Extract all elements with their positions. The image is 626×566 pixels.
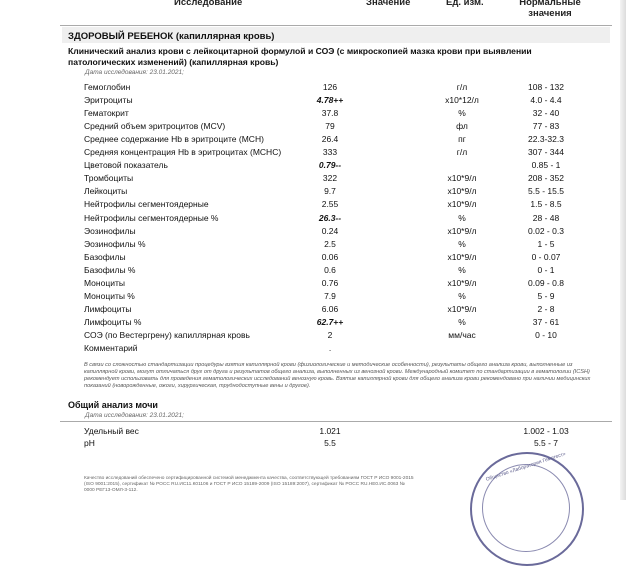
cell-ref: 5.5 - 7: [533, 438, 559, 448]
cell-value: 37.8: [321, 108, 339, 119]
cell-value: 2.55: [321, 199, 339, 210]
cell-name: Средняя концентрация Hb в эритроцитах (MCHC): [84, 147, 282, 158]
cell-name: Гемоглобин: [84, 82, 131, 92]
table-row: [0, 329, 626, 341]
cell-unit: x10*9/л: [447, 225, 477, 236]
header-divider: [60, 25, 612, 26]
cell-value: 6.06: [321, 303, 339, 314]
cell-ref: 4.0 - 4.4: [530, 95, 562, 106]
cell-ref: 1.5 - 8.5: [530, 199, 562, 210]
table-row: [0, 303, 626, 315]
cell-name: СОЭ (по Вестергрену) капиллярная кровь: [84, 329, 250, 340]
cell-name: Базофилы %: [84, 264, 136, 275]
table-row: [0, 277, 626, 289]
cell-name: Тромбоциты: [84, 173, 134, 184]
cell-unit: %: [458, 108, 466, 119]
table-row: [0, 107, 626, 119]
capillary-note: В связи со сложностью стандартизации процедуры взятия капиллярной крови (физиологические и методические особенности), результаты общего анализа крови, выполненные из капиллярной крови, могут отличаться друг от друга и результатов общего анализа, выполненных из венозной крови. Международный комитет по стандартизации в гематологии (ICSH) рекомендует использовать для проведения гематологических исследований венозную кровь. Взятие капиллярной крови для общего анализа крови рекомендовано при наличии медицинских показаний (новорожденные, ожоги, хирургическая, труднодоступные вены и другое).: [84, 362, 591, 389]
cell-value: 0.76: [321, 277, 339, 288]
cell-value: 2: [327, 329, 333, 340]
cell-value: 0.6: [324, 264, 336, 275]
cell-name: Гематокрит: [84, 108, 129, 119]
table-row: [0, 290, 626, 302]
cell-name: Средний объем эритроцитов (MCV): [84, 121, 226, 132]
cell-value: 1.021: [319, 426, 341, 436]
cell-value: 4.78++: [316, 95, 344, 106]
cell-value: 26.3--: [318, 212, 342, 223]
cell-name: Моноциты %: [84, 290, 135, 301]
header-value: Значение: [366, 0, 411, 8]
cell-name: Нейтрофилы сегментоядерные: [84, 199, 209, 210]
table-row: [0, 316, 626, 328]
cell-value: 0.24: [321, 225, 339, 236]
cell-unit: x10*9/л: [447, 251, 477, 262]
table-row: [0, 159, 626, 171]
cell-name: Среднее содержание Hb в эритроците (MCH): [84, 134, 264, 145]
section1-date: Дата исследования: 23.01.2021;: [85, 69, 184, 76]
table-row: [0, 120, 626, 132]
header-ref: Нормальные значения: [519, 0, 581, 19]
cell-name: pH: [84, 438, 95, 448]
header-unit: Ед. изм.: [446, 0, 484, 8]
cell-unit: %: [458, 238, 466, 249]
cell-ref: 0 - 1: [537, 264, 555, 275]
table-row: [0, 342, 626, 354]
quality-footer: Качество исследований обеспечено сертифицированной системой менеджмента качества, соответствующей требованиям ГОСТ Р ИСО 9001-2015 (ISO 9001:2015), сертификат № РОСС RU.ИС11.К01106 и ГОСТ Р ИСО 15189-2009 (ISO 15189:2007), сертификат № РОСС RU.НЕ0.ИС.0063 № 0000 РЕГ13-ОМЛ-3-112.: [84, 476, 414, 493]
cell-name: Эритроциты: [84, 95, 133, 106]
table-row: [0, 133, 626, 145]
cell-unit: мм/час: [448, 329, 476, 340]
cell-name: Лейкоциты: [84, 186, 128, 197]
cell-name: Эозинофилы %: [84, 238, 146, 249]
table-row: [0, 425, 626, 437]
cell-ref: 0 - 10: [535, 329, 557, 340]
table-row: [0, 94, 626, 106]
cell-unit: x10*9/л: [447, 303, 477, 314]
cell-unit: %: [458, 212, 466, 223]
lab-stamp: [470, 452, 584, 566]
cell-value: 0.06: [321, 251, 339, 262]
lab-stamp-text: Общество «Лаборатория Гемотест»: [485, 451, 567, 483]
cell-ref: 2 - 8: [537, 303, 555, 314]
table-row: [0, 172, 626, 184]
cell-value: 322: [322, 173, 338, 184]
cell-ref: 77 - 83: [532, 121, 560, 132]
cell-name: Лимфоциты %: [84, 316, 142, 327]
table-row: [0, 198, 626, 210]
cell-unit: x10*12/л: [445, 95, 479, 106]
cell-value: 9.7: [324, 186, 336, 197]
cell-ref: 0 - 0.07: [531, 251, 561, 262]
section1-title: ЗДОРОВЫЙ РЕБЕНОК (капиллярная кровь): [68, 31, 275, 42]
cell-name: Комментарий: [84, 343, 138, 353]
cell-value: 79: [325, 121, 335, 132]
table-row: [0, 238, 626, 250]
section2-divider: [60, 421, 612, 422]
cell-name: Цветовой показатель: [84, 160, 168, 171]
cell-ref: 28 - 48: [532, 212, 560, 223]
cell-unit: x10*9/л: [447, 173, 477, 184]
cell-ref: 108 - 132: [528, 82, 564, 92]
cell-unit: г/л: [456, 147, 468, 158]
cell-unit: x10*9/л: [447, 277, 477, 288]
cell-ref: 0.09 - 0.8: [528, 277, 564, 288]
section1-subtitle: Клинический анализ крови с лейкоцитарной формулой и СОЭ (с микроскопией мазка крови при выявлении патологических изменений) (капиллярная кровь): [68, 46, 532, 67]
cell-name: Эозинофилы: [84, 225, 136, 236]
cell-value: 26.4: [321, 134, 339, 145]
cell-value: 5.5: [324, 438, 336, 448]
cell-ref: 32 - 40: [532, 108, 560, 119]
cell-ref: 307 - 344: [528, 147, 564, 158]
table-row: [0, 81, 626, 93]
cell-unit: г/л: [456, 82, 468, 92]
cell-value: 7.9: [324, 290, 336, 301]
cell-unit: %: [458, 290, 466, 301]
table-row: [0, 185, 626, 197]
section2-date: Дата исследования: 23.01.2021;: [85, 412, 184, 419]
table-row: [0, 225, 626, 237]
cell-value: 62.7++: [316, 316, 344, 327]
cell-name: Лимфоциты: [84, 303, 132, 314]
cell-name: Нейтрофилы сегментоядерные %: [84, 212, 219, 223]
cell-unit: x10*9/л: [447, 199, 477, 210]
cell-name: Моноциты: [84, 277, 125, 288]
header-test: Исследование: [174, 0, 243, 8]
table-row: [0, 264, 626, 276]
cell-ref: 5.5 - 15.5: [528, 186, 564, 197]
cell-value: 126: [322, 82, 338, 92]
cell-value: 2.5: [324, 238, 336, 249]
cell-unit: %: [458, 316, 466, 327]
table-header: [0, 0, 626, 24]
cell-value: 0.79--: [318, 160, 342, 171]
cell-ref: 5 - 9: [537, 290, 555, 301]
cell-ref: 208 - 352: [528, 173, 564, 184]
cell-value: 333: [322, 147, 338, 158]
cell-ref: 1.002 - 1.03: [523, 426, 569, 436]
cell-unit: пг: [458, 134, 466, 145]
cell-value: .: [328, 343, 332, 353]
cell-ref: 1 - 5: [537, 238, 555, 249]
table-row: [0, 251, 626, 263]
cell-ref: 22.3-32.3: [528, 134, 564, 145]
cell-ref: 0.02 - 0.3: [528, 225, 564, 236]
cell-unit: фл: [456, 121, 468, 132]
cell-unit: %: [458, 264, 466, 275]
section2-title: Общий анализ мочи: [68, 400, 158, 410]
cell-unit: x10*9/л: [447, 186, 477, 197]
cell-name: Базофилы: [84, 251, 126, 262]
cell-ref: 0.85 - 1: [531, 160, 561, 171]
table-row: [0, 146, 626, 158]
cell-ref: 37 - 61: [532, 316, 560, 327]
table-row: [0, 212, 626, 224]
table-row: [0, 437, 626, 449]
cell-name: Удельный вес: [84, 426, 139, 436]
